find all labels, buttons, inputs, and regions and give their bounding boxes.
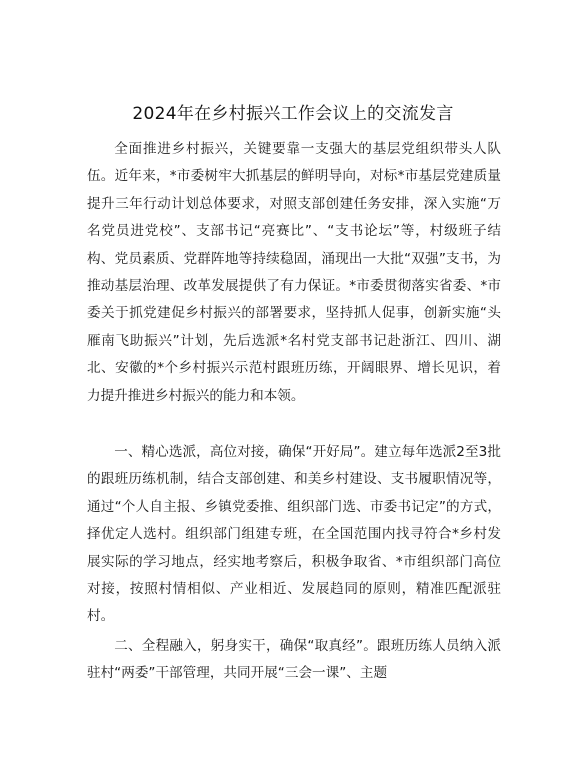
- paragraph-intro: 全面推进乡村振兴，关键要靠一支强大的基层党组织带头人队伍。近年来，*市委树牢大抓基层的鲜明导向，对标*市基层党建质量提升三年行动计划总体要求，对照支部创建任务安排，深入实施“万名党员进党校”、支部书记“亮赛比”、“支书论坛”等，村级班子结构、党员素质、党群阵地等持续稳固，涌现出一大批“双强”支书，为推动基层治理、改革发展提供了有力保证。*市委贯彻落实省委、*市委关于抓党建促乡村振兴的部署要求，坚持抓人促事，创新实施“头雁南飞助振兴”计划，先后选派*名村党支部书记赴浙江、四川、湖北、安徽的*个乡村振兴示范村跟班历练，开阔眼界、增长见识，着力提升推进乡村振兴的能力和本领。: [87, 141, 501, 404]
- paragraph-section-2: 二、全程融入，躬身实干，确保“取真经”。跟班历练人员纳入派驻村“两委”干部管理，共同开展“三会一课”、主题: [87, 638, 501, 682]
- document-title: 2024年在乡村振兴工作会议上的交流发言: [132, 104, 454, 124]
- paragraph-section-1: 一、精心选派，高位对接，确保“开好局”。建立每年选派2至3批的跟班历练机制，结合支部创建、和美乡村建设、支书履职情况等，通过“个人自主报、乡镇党委推、组织部门选、市委书记定”的方式，择优定人选村。组织部门组建专班，在全国范围内找寻符合*乡村发展实际的学习地点，经实地考察后，积极争取省、*市组织部门高位对接，按照村情相似、产业相近、发展趋同的原则，精准匹配派驻村。: [87, 444, 501, 625]
